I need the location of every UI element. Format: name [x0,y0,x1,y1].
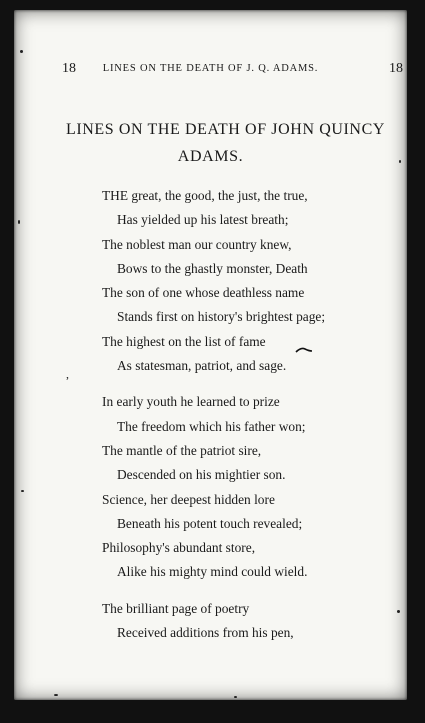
ink-speck [21,490,24,492]
margin-mark: , [66,367,69,381]
poem-body [14,184,407,657]
poem-line: In early youth he learned to prize [102,394,280,410]
running-title: LINES ON THE DEATH OF J. Q. ADAMS. [102,63,319,74]
poem-title-line-1: LINES ON THE DEATH OF JOHN QUINCY [65,121,386,138]
caret-mark-icon [295,347,313,353]
running-header [14,61,407,81]
page-number-left: 18 [62,61,76,76]
poem-line: THE great, the good, the just, the true, [102,188,308,203]
poem-line: The brilliant page of poetry [102,600,250,616]
stanza-1 [14,184,407,378]
poem-line: The highest on the list of fame [102,333,266,349]
poem-title [14,116,407,170]
ink-speck [18,220,20,224]
ink-speck [397,610,400,613]
poem-line: Philosophy's abundant store, [102,540,256,556]
poem-line: The noblest man our country knew, [102,236,292,252]
book-page [14,10,407,700]
poem-line: Has yielded up his latest breath; [117,212,289,228]
poem-line: As statesman, patriot, and sage. [117,358,287,374]
ink-speck [234,696,237,698]
poem-line: Bows to the ghastly monster, Death [117,260,308,276]
ink-speck [399,160,401,163]
poem-line: Descended on his mightier son. [117,467,286,483]
poem-line: The freedom which his father won; [117,418,306,434]
poem-line: The son of one whose deathless name [102,285,305,301]
poem-line: Stands first on history's brightest page; [117,309,326,325]
poem-line: Science, her deepest hidden lore [102,491,275,507]
poem-line: The mantle of the patriot sire, [102,442,262,458]
poem-title-line-2: ADAMS. [177,148,244,165]
poem-line: Alike his mighty mind could wield. [117,564,308,580]
stanza-2 [14,390,407,584]
ink-speck [20,50,23,53]
page-number-right: 18 [389,61,403,76]
poem-line: Received additions from his pen, [117,625,294,641]
ink-speck [54,694,58,696]
stanza-3 [14,597,407,646]
poem-line: Beneath his potent touch revealed; [117,515,303,531]
